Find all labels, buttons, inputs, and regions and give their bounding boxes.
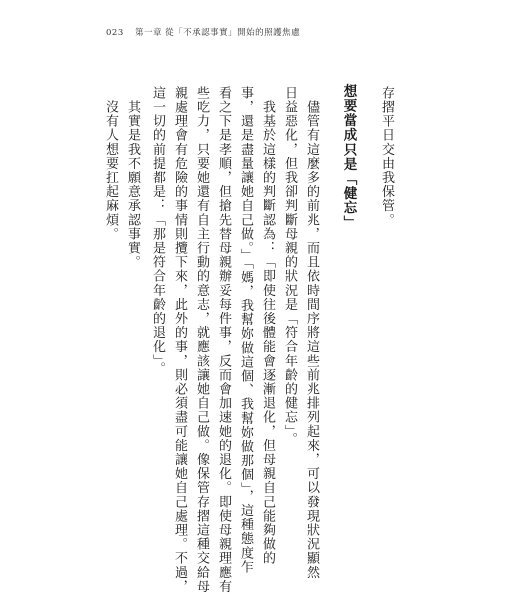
section-heading: 想要當成只是「健忘」 bbox=[340, 84, 357, 230]
paragraph-column: 這一切的前提都是：「那是符合年齡的退化」。 bbox=[150, 86, 165, 376]
paragraph-column: 日益惡化，但我卻判斷母親的狀況是「符合年齡的健忘」。 bbox=[282, 86, 297, 447]
running-header bbox=[106, 26, 300, 38]
paragraph-column: 其實是我不願意承認事實。 bbox=[125, 86, 140, 270]
paragraph-column: 存摺平日交由我保管。 bbox=[379, 86, 394, 227]
chapter-label: 第一章 bbox=[134, 28, 162, 38]
paragraph-column: 事，還是盡量讓她自己做。」「媽，我幫妳做這個、我幫妳做那個」，這種態度乍 bbox=[238, 86, 253, 575]
paragraph-column: 親處理會有危險的事情則攬下來，此外的事，則必須盡可能讓她自己處理。不過， bbox=[172, 86, 187, 594]
page-number: 023 bbox=[106, 28, 124, 38]
paragraph-column: 沒有人想要扛起麻煩。 bbox=[103, 86, 118, 242]
chapter-title: 從「不承認事實」開始的照護焦慮 bbox=[165, 28, 301, 38]
paragraph-column: 儘管有這麼多的前兆，而且依時間序將這些前兆排列起來，可以發現狀況顯然 bbox=[304, 86, 319, 580]
paragraph-column: 些吃力，只要她還有自主行動的意志，就應該讓她自己做。像保管存摺這種交給母 bbox=[194, 86, 209, 594]
paragraph-column: 看之下是孝順，但搶先替母親辦妥每件事，反而會加速她的退化。即使母親理應有 bbox=[216, 86, 231, 594]
paragraph-column: 我基於這樣的判斷認為：「即使往後體能會逐漸退化，但母親自己能夠做的 bbox=[260, 86, 275, 566]
